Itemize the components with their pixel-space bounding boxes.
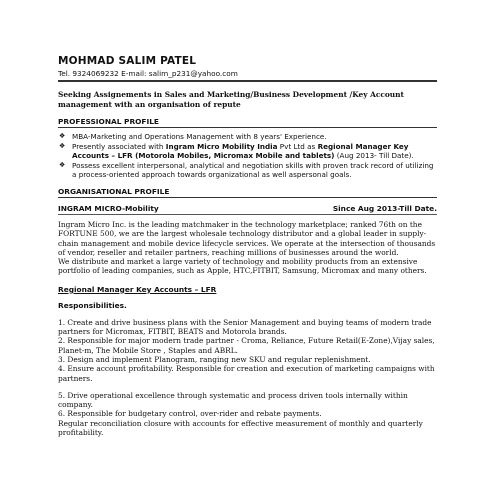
profile-bullet-list: [58, 132, 437, 179]
list-item: [58, 161, 437, 179]
responsibility-item: 5. Drive operational excellence through systematic and process driven tools internally within company.: [58, 390, 408, 410]
company-portfolio: We distribute and market a large variety of technology and mobility products from an extensive portfolio of leading companies, such as Apple, HTC,FITBIT, Samsung, Micromax and many others.: [58, 257, 427, 276]
responsibility-item: 6. Responsible for budgetary control, over-rider and rebate payments.: [58, 409, 322, 419]
employment-period: Since Aug 2013-Till Date.: [332, 204, 437, 213]
profile-bullet-text: Pvt Ltd as: [277, 142, 318, 151]
diamond-bullet-icon: ❖: [59, 132, 66, 140]
career-objective: Seeking Assignements in Sales and Marketing/Business Development /Key Account management with an organisation of repute: [58, 90, 404, 109]
professional-profile-heading: PROFESSIONAL PROFILE: [58, 117, 437, 128]
list-item: [58, 142, 437, 160]
current-company: Ingram Micro Mobility India: [165, 142, 278, 151]
diamond-bullet-icon: ❖: [59, 142, 66, 150]
employer-row: [58, 204, 437, 215]
profile-bullet-text: MBA-Marketing and Operations Management with 8 years' Experience.: [72, 132, 327, 141]
list-item: [58, 132, 437, 141]
candidate-name: MOHMAD SALIM PATEL: [58, 55, 197, 67]
responsibility-item: 1. Create and drive business plans with the Senior Management and buying teams of modern trade partners for Micromax, FITBIT, BEATS and Motorola brands.: [58, 317, 432, 337]
responsibilities-heading: Responsibilities.: [58, 300, 127, 310]
profile-bullet-text: (Aug 2013- Till Date).: [334, 151, 414, 160]
contact-line: Tel. 9324069232 E-mail: salim_p231@yahoo.com: [58, 69, 238, 78]
header-divider: [58, 80, 437, 82]
current-role: Regional Manager Key Accounts – LFR (Motorola Mobiles, Micromax Mobile and tablets): [72, 142, 409, 160]
organisational-profile-heading: ORGANISATIONAL PROFILE: [58, 187, 437, 198]
role-title: Regional Manager Key Accounts – LFR: [58, 284, 217, 294]
profile-bullet-text: Presently associated with: [72, 142, 166, 151]
responsibility-item: 4. Ensure account profitability. Responsible for creation and execution of marketing campaigns with partners.: [58, 364, 435, 383]
company-description: Ingram Micro Inc. is the leading matchmaker in the technology marketplace; ranked 76th on the FORTUNE 500, we are the largest wholesale technology distributor and a global leader in supply-chain management and mobile device lifecycle services. We operate at the intersection of thousands of vendor, reseller and retailer partners, reaching millions of businesses around the world.: [58, 220, 436, 257]
responsibility-item: Regular reconciliation closure with accounts for effective measurement of monthly and quarterly profitability.: [58, 418, 423, 438]
diamond-bullet-icon: ❖: [59, 161, 66, 169]
employer-name: INGRAM MICRO-Mobility: [58, 204, 159, 213]
responsibility-item: 3. Design and implement Planogram, ranging new SKU and regular replenishment.: [58, 354, 371, 364]
profile-bullet-text: Possess excellent interpersonal, analytical and negotiation skills with proven track record of utilizing a process-oriented approach towards organizational as well aspersonal goals.: [72, 161, 434, 179]
responsibility-item: 2. Responsible for major modern trade partner - Croma, Reliance, Future Retail(E-Zone),Vijay sales, Planet-m, The Mobile Store , Staples and ABRL.: [58, 336, 435, 355]
